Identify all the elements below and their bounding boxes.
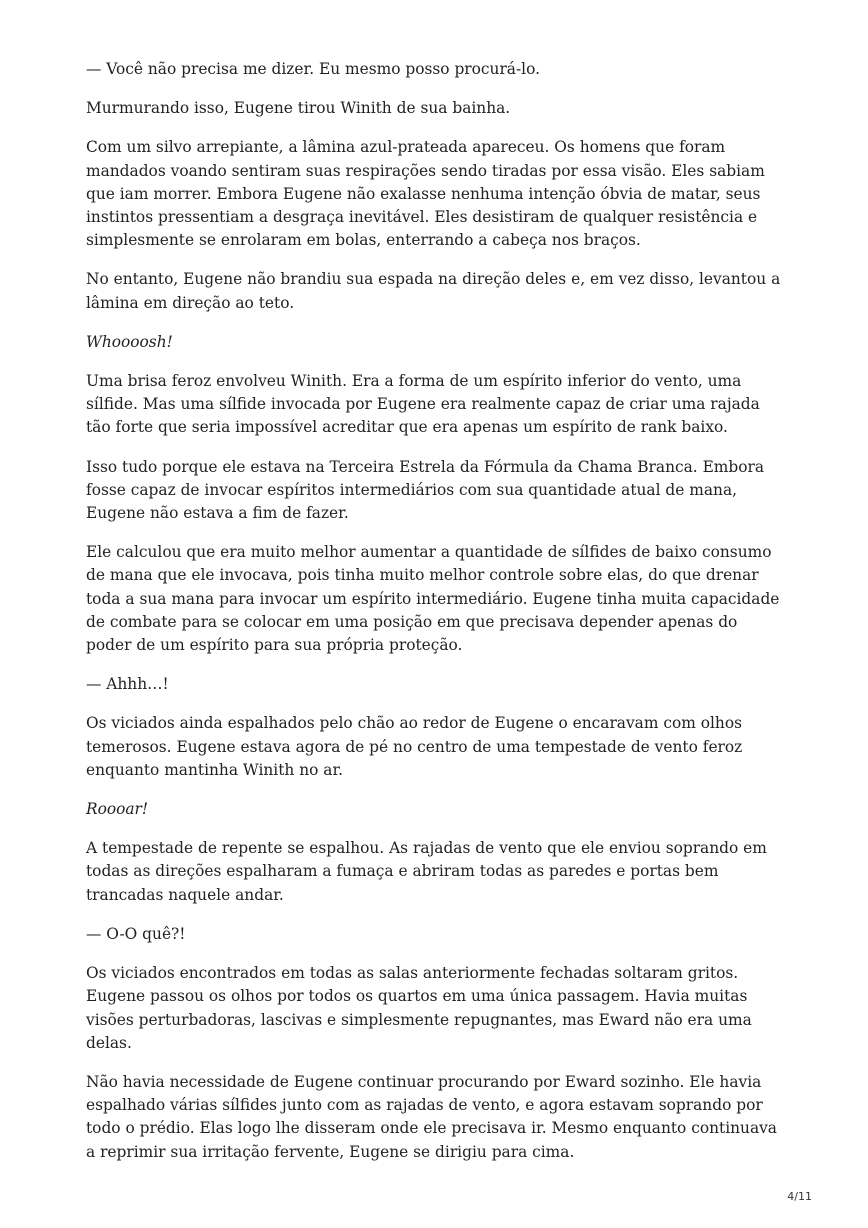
paragraph: No entanto, Eugene não brandiu sua espada na direção deles e, em vez disso, levantou a lâmina em direção ao teto. (86, 270, 781, 312)
paragraph: Não havia necessidade de Eugene continuar procurando por Eward sozinho. Ele havia espalhado várias sílfides junto com as rajadas de vento, e agora estavam soprando por todo o prédio. Elas logo lhe disseram onde ele precisava ir. Mesmo enquanto continuava a reprimir sua irritação fervente, Eugene se dirigiu para cima. (86, 1072, 777, 1161)
sound-effect-text: Roooar! (86, 800, 149, 819)
page-number: 4/11 (787, 1190, 812, 1203)
paragraph: Com um silvo arrepiante, a lâmina azul-prateada apareceu. Os homens que foram mandados voando sentiram suas respirações sendo tiradas por essa visão. Eles sabiam que iam morrer. Embora Eugene não exalasse nenhuma intenção óbvia de matar, seus instintos pressentiam a desgraça inevitável. Eles desistiram de qualquer resistência e simplesmente se enrolaram em bolas, enterrando a cabeça nos braços. (86, 138, 765, 250)
paragraph: Murmurando isso, Eugene tirou Winith de sua bainha. (86, 99, 511, 118)
paragraph: A tempestade de repente se espalhou. As rajadas de vento que ele enviou soprando em todas as direções espalharam a fumaça e abriram todas as paredes e portas bem trancadas naquele andar. (86, 839, 767, 904)
dialogue-line: — Ahhh…! (86, 675, 169, 694)
dialogue-line: — O-O quê?! (86, 924, 186, 943)
sound-effect-text: Whoooosh! (86, 332, 173, 351)
paragraph: Ele calculou que era muito melhor aumentar a quantidade de sílfides de baixo consumo de mana que ele invocava, pois tinha muito melhor controle sobre elas, do que drenar toda a sua mana para invocar um espírito intermediário. Eugene tinha muita capacidade de combate para se colocar em uma posição em que precisava depender apenas do poder de um espírito para sua própria proteção. (86, 543, 780, 655)
paragraph: Uma brisa feroz envolveu Winith. Era a forma de um espírito inferior do vento, uma sílfide. Mas uma sílfide invocada por Eugene era realmente capaz de criar uma rajada tão forte que seria impossível acreditar que era apenas um espírito de rank baixo. (86, 372, 760, 437)
paragraph: Os viciados ainda espalhados pelo chão ao redor de Eugene o encaravam com olhos temerosos. Eugene estava agora de pé no centro de uma tempestade de vento feroz enquanto mantinha Winith no ar. (86, 714, 743, 779)
paragraph: — Você não precisa me dizer. Eu mesmo posso procurá-lo. (86, 60, 540, 78)
paragraph: Os viciados encontrados em todas as salas anteriormente fechadas soltaram gritos. Eugene passou os olhos por todos os quartos em uma única passagem. Havia muitas visões perturbadoras, lascivas e simplesmente repugnantes, mas Eward não era uma delas. (86, 964, 752, 1052)
page-content (86, 58, 786, 1180)
paragraph: Isso tudo porque ele estava na Terceira Estrela da Fórmula da Chama Branca. Embora fosse capaz de invocar espíritos intermediários com sua quantidade atual de mana, Eugene não estava a fim de fazer. (86, 457, 765, 523)
